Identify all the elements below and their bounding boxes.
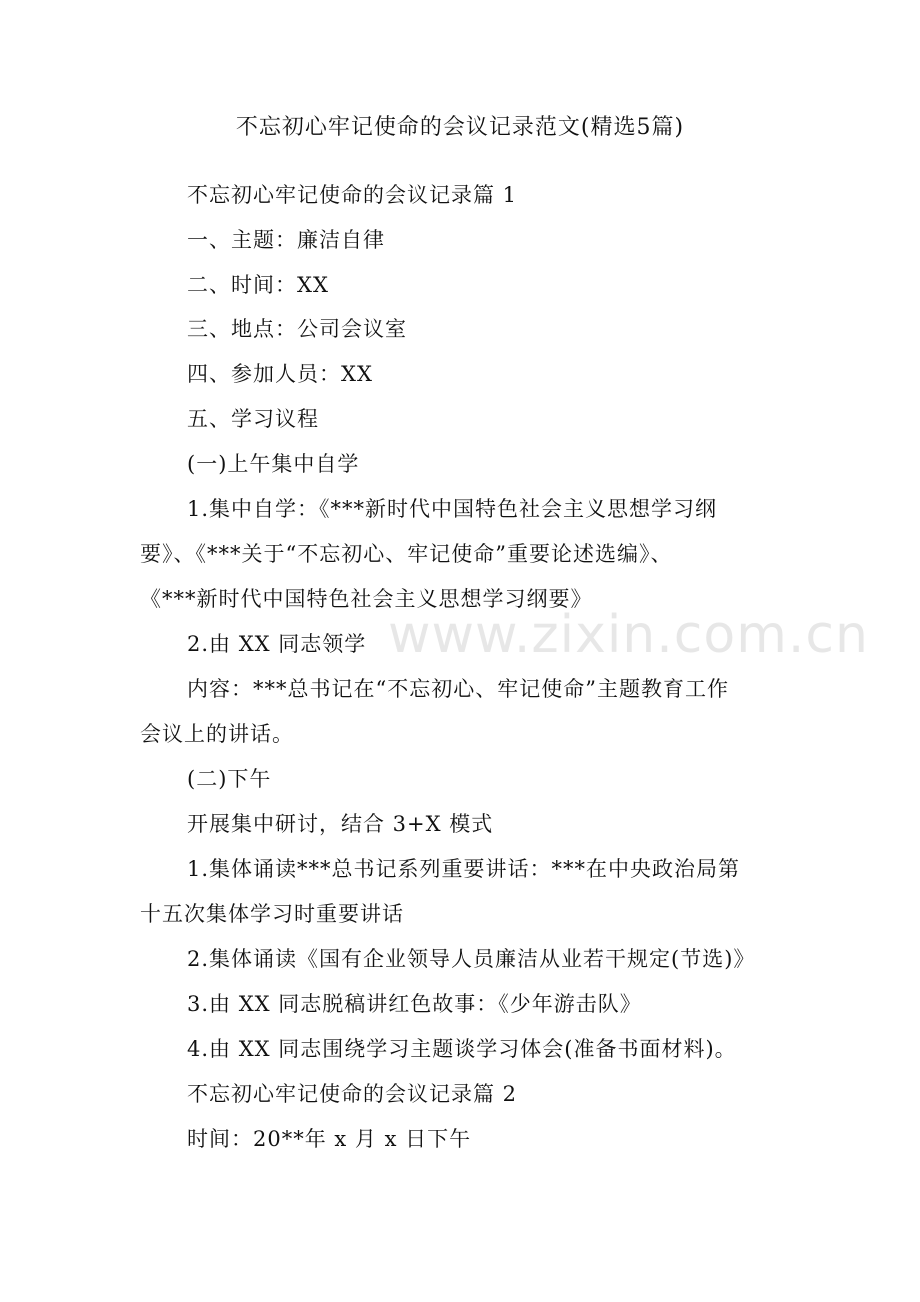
paragraph-content-line2: 会议上的讲话。 (140, 722, 294, 746)
paragraph-story: 3.由 XX 同志脱稿讲红色故事：《少年游击队》 (187, 992, 642, 1016)
item-time-2: 时间：20**年 x 月 x 日下午 (187, 1127, 472, 1151)
paragraph-content-line1: 内容：***总书记在“不忘初心、牢记使命”主题教育工作 (187, 677, 729, 701)
paragraph-self-study-line3: 《***新时代中国特色社会主义思想学习纲要》 (140, 587, 593, 611)
paragraph-discussion: 开展集中研讨，结合 3+X 模式 (187, 812, 494, 836)
paragraph-lead-study: 2.由 XX 同志领学 (187, 632, 367, 656)
subsection-morning: (一)上午集中自学 (187, 452, 360, 476)
item-agenda: 五、学习议程 (187, 407, 319, 431)
watermark-text: www.zixin.com.cn (388, 605, 869, 665)
paragraph-self-study-line2: 要》、《***关于“不忘初心、牢记使命”重要论述选编》、 (140, 542, 673, 566)
subsection-afternoon: (二)下午 (187, 767, 272, 791)
paragraph-reading-1-line2: 十五次集体学习时重要讲话 (140, 902, 404, 926)
item-time: 二、时间：XX (187, 273, 329, 297)
paragraph-reading-1-line1: 1.集体诵读***总书记系列重要讲话：***在中央政治局第 (187, 857, 741, 881)
section-heading-2: 不忘初心牢记使命的会议记录篇 2 (187, 1082, 518, 1106)
item-topic: 一、主题：廉洁自律 (187, 228, 385, 252)
paragraph-self-study-line1: 1.集中自学：《***新时代中国特色社会主义思想学习纲 (187, 497, 718, 521)
paragraph-experience: 4.由 XX 同志围绕学习主题谈学习体会(准备书面材料)。 (187, 1037, 737, 1061)
paragraph-reading-2: 2.集体诵读《国有企业领导人员廉洁从业若干规定(节选)》 (187, 947, 756, 971)
item-participants: 四、参加人员：XX (187, 362, 373, 386)
item-location: 三、地点：公司会议室 (187, 317, 407, 341)
document-title: 不忘初心牢记使命的会议记录范文(精选5篇) (235, 115, 685, 140)
section-heading-1: 不忘初心牢记使命的会议记录篇 1 (187, 183, 518, 207)
